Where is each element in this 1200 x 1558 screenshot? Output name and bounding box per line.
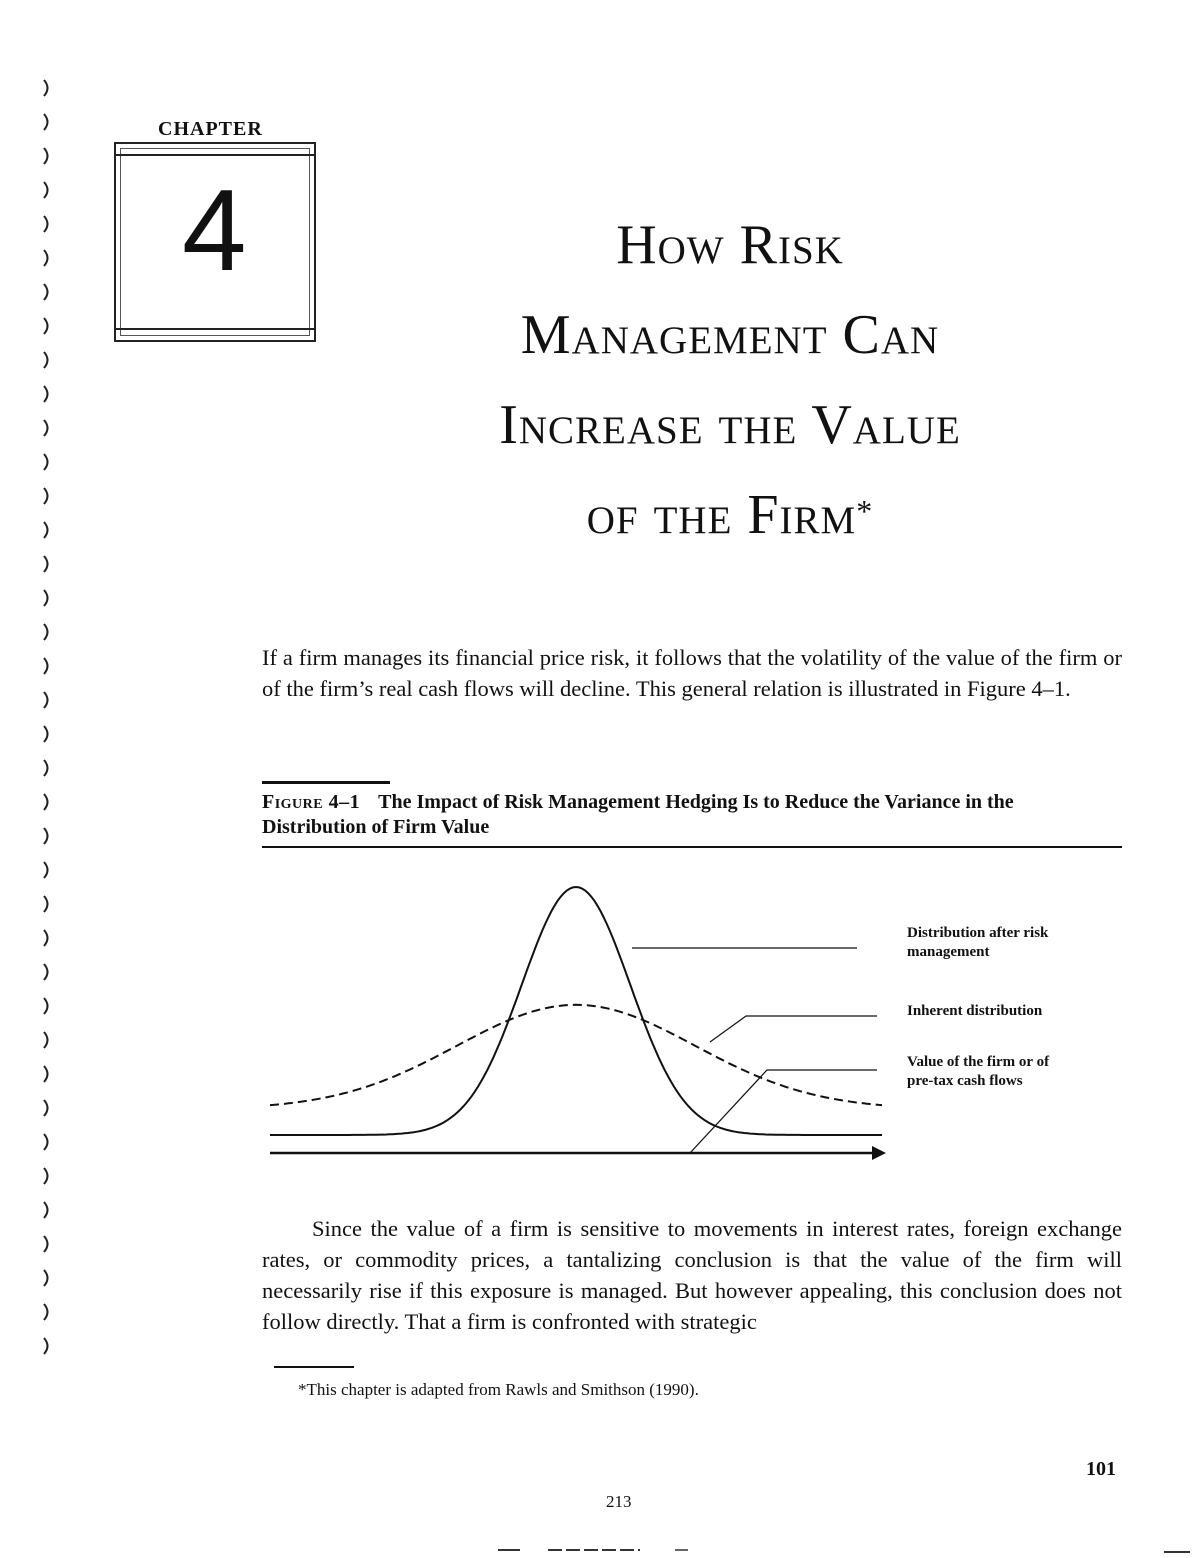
binding-mark bbox=[44, 148, 48, 164]
binding-mark bbox=[44, 896, 48, 912]
chapter-title bbox=[330, 200, 1130, 560]
title-line-3: Increase the Value bbox=[499, 394, 961, 456]
binding-mark bbox=[44, 590, 48, 606]
binding-mark bbox=[44, 794, 48, 810]
binding-mark bbox=[44, 522, 48, 538]
binding-mark bbox=[44, 1270, 48, 1286]
figure-caption-text: The Impact of Risk Management Hedging Is to Reduce the Variance in the Distribution of Firm Value bbox=[262, 791, 1014, 838]
binding-mark bbox=[44, 352, 48, 368]
binding-mark bbox=[44, 1134, 48, 1150]
intro-paragraph: If a firm manages its financial price risk, it follows that the volatility of the value of the firm or of the firm’s real cash flows will decline. This general relation is illustrated in Figure 4–1. bbox=[262, 645, 1122, 701]
binding-mark bbox=[44, 80, 48, 96]
label-value-line1: Value of the firm or of bbox=[907, 1054, 1050, 1070]
figure-chart bbox=[262, 860, 1122, 1180]
chapter-number: 4 bbox=[182, 165, 247, 295]
binding-mark bbox=[44, 828, 48, 844]
figure-rule bbox=[262, 846, 1122, 848]
figure-top-rule bbox=[262, 781, 390, 784]
binding-mark bbox=[44, 930, 48, 946]
binding-mark bbox=[44, 216, 48, 232]
binding-marks bbox=[18, 60, 68, 1390]
binding-mark bbox=[44, 318, 48, 334]
label-after-line1: Distribution after risk bbox=[907, 925, 1049, 941]
scan-page-number: 213 bbox=[606, 1492, 632, 1511]
binding-mark bbox=[44, 964, 48, 980]
x-axis-arrowhead bbox=[872, 1146, 886, 1160]
chapter-label: CHAPTER bbox=[158, 118, 263, 140]
binding-mark bbox=[44, 250, 48, 266]
leader-inherent bbox=[710, 1016, 877, 1042]
figure-label: Figure 4–1 bbox=[262, 791, 361, 813]
binding-mark bbox=[44, 182, 48, 198]
binding-mark bbox=[44, 862, 48, 878]
binding-mark bbox=[44, 454, 48, 470]
binding-mark bbox=[44, 114, 48, 130]
label-inherent: Inherent distribution bbox=[907, 1003, 1043, 1019]
binding-mark bbox=[44, 692, 48, 708]
binding-mark bbox=[44, 284, 48, 300]
binding-mark bbox=[44, 624, 48, 640]
label-after-line2: management bbox=[907, 944, 990, 960]
bottom-scan-marks bbox=[420, 1540, 1200, 1558]
binding-mark bbox=[44, 760, 48, 776]
binding-mark bbox=[44, 1304, 48, 1320]
leader-value bbox=[690, 1070, 877, 1153]
binding-mark bbox=[44, 386, 48, 402]
footnote-rule bbox=[274, 1366, 354, 1368]
title-line-1: How Risk bbox=[616, 214, 844, 276]
binding-mark bbox=[44, 556, 48, 572]
chapter-number-box bbox=[114, 142, 316, 342]
binding-mark bbox=[44, 1032, 48, 1048]
binding-mark bbox=[44, 998, 48, 1014]
footnote: *This chapter is adapted from Rawls and Smithson (1990). bbox=[298, 1380, 699, 1399]
body-paragraph: Since the value of a firm is sensitive to movements in interest rates, foreign exchange rates, or commodity prices, a tantalizing conclusion is that the value of the firm will necessarily rise if this exposure is managed. But however appealing, this conclusion does not follow directly. That a firm is confronted with strategic bbox=[262, 1216, 1122, 1334]
binding-mark bbox=[44, 1338, 48, 1354]
binding-mark bbox=[44, 1236, 48, 1252]
binding-mark bbox=[44, 1168, 48, 1184]
page-number: 101 bbox=[1086, 1458, 1116, 1480]
title-footnote-mark: * bbox=[856, 493, 874, 529]
binding-mark bbox=[44, 726, 48, 742]
title-line-2: Management Can bbox=[520, 304, 940, 366]
binding-mark bbox=[44, 420, 48, 436]
label-value-line2: pre-tax cash flows bbox=[907, 1073, 1023, 1089]
title-line-4: of the Firm bbox=[586, 484, 857, 546]
binding-mark bbox=[44, 1100, 48, 1116]
figure-caption bbox=[262, 790, 1122, 840]
binding-mark bbox=[44, 488, 48, 504]
after-risk-management-curve bbox=[270, 887, 882, 1135]
binding-mark bbox=[44, 1066, 48, 1082]
binding-mark bbox=[44, 1202, 48, 1218]
binding-mark bbox=[44, 658, 48, 674]
inherent-distribution-curve bbox=[270, 1005, 882, 1105]
